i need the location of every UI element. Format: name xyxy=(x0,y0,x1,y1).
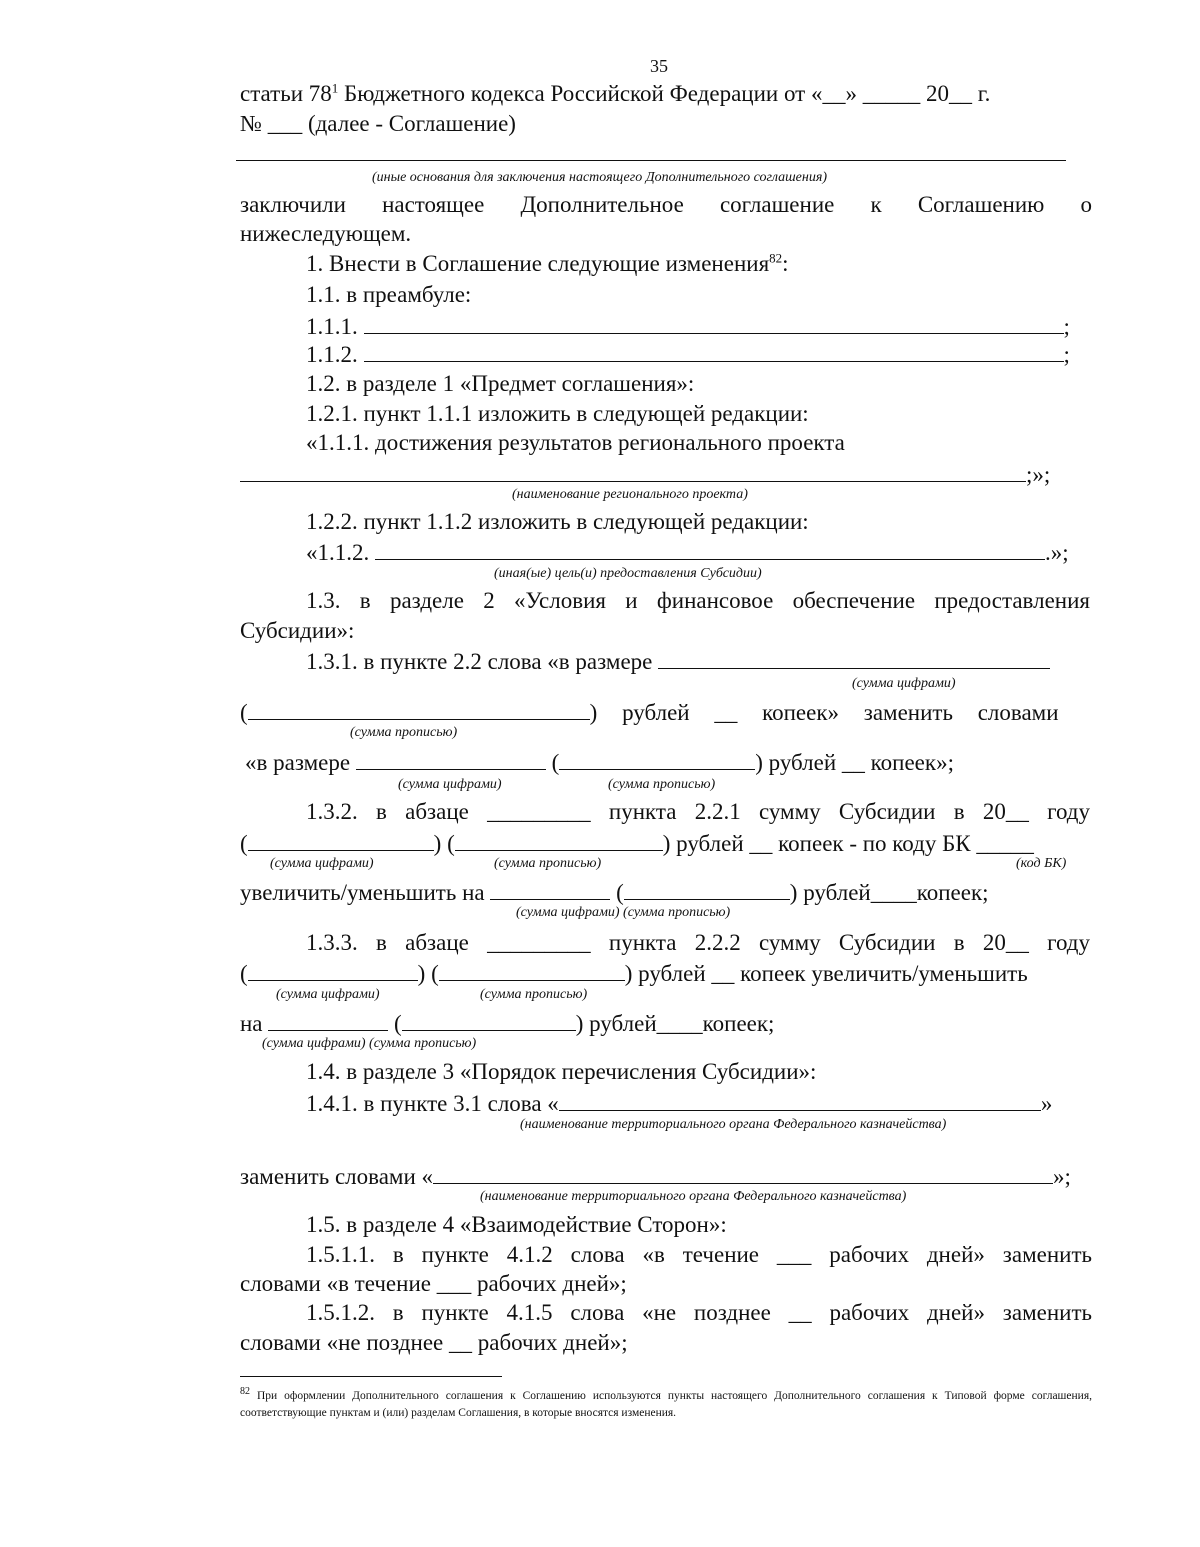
item-1-1-1-quote: «1.1.1. достижения результатов регионального проекта xyxy=(306,430,845,455)
amount-2-end: ) рублей __ копеек - по коду БК _____ xyxy=(662,831,1034,856)
item-1-4-1-text: 1.4.1. в пункте 3.1 слова « xyxy=(306,1091,559,1116)
caption-basis: (иные основания для заключения настоящего Дополнительного соглашения) xyxy=(372,170,827,185)
footnote xyxy=(240,1388,1092,1422)
item-1-5-1-2-cont: словами «не позднее __ рабочих дней»; xyxy=(240,1330,628,1355)
caption-change-2: (сумма цифрами) (сумма прописью) xyxy=(516,905,731,920)
item-1-5-1-2: 1.5.1.2. в пункте 4.1.5 слова «не позднее __ рабочих дней» заменить xyxy=(306,1300,1092,1325)
change-2-end: ) рублей____копеек; xyxy=(789,880,989,905)
item-1-text: 1. Внести в Соглашение следующие изменения xyxy=(306,251,770,276)
item-1-1-2-end: ; xyxy=(1063,342,1070,367)
goal-end: .»; xyxy=(1045,540,1069,565)
item-1 xyxy=(306,250,1086,278)
caption-words-4: (сумма прописью) xyxy=(480,987,588,1002)
amount-2-open: ( xyxy=(240,831,248,856)
caption-change-3: (сумма цифрами) (сумма прописью) xyxy=(262,1036,477,1051)
caption-digits-1: (сумма цифрами) xyxy=(852,676,956,691)
item-1-2: 1.2. в разделе 1 «Предмет соглашения»: xyxy=(306,371,695,396)
item-1-4: 1.4. в разделе 3 «Порядок перечисления Субсидии»: xyxy=(306,1059,817,1084)
new-amount-open: ( xyxy=(551,750,560,775)
change-2-words xyxy=(624,877,790,900)
item-1-3-2-change xyxy=(240,877,1092,907)
amount-2-words xyxy=(455,828,663,851)
caption-digits-3: (сумма цифрами) xyxy=(270,856,374,871)
new-amount-end: ) рублей __ копеек»; xyxy=(755,750,954,775)
caption-words-3: (сумма прописью) xyxy=(494,856,602,871)
subsidy-line: Субсидии»: xyxy=(240,618,355,643)
item-1-5-1-1-cont: словами «в течение ___ рабочих дней»; xyxy=(240,1271,627,1296)
change-2-digits xyxy=(490,877,610,900)
item-1-3-2-amount xyxy=(240,828,1092,858)
change-2-open: ( xyxy=(616,880,624,905)
amount-3-open: ( xyxy=(240,961,248,986)
replace-end: »; xyxy=(1053,1164,1071,1189)
line-article xyxy=(240,80,1092,108)
caption-goal: (иная(ые) цель(и) предоставления Субсидии) xyxy=(494,566,762,581)
item-1-3-2: 1.3.2. в абзаце _________ пункта 2.2.1 сумму Субсидии в 20__ году xyxy=(306,799,1090,824)
item-1-4-1-end: » xyxy=(1040,1091,1053,1116)
caption-digits-2: (сумма цифрами) xyxy=(398,777,502,792)
basis-rule xyxy=(236,160,1066,161)
replace-text: заменить словами « xyxy=(240,1164,434,1189)
amount-3-mid: ) ( xyxy=(417,961,439,986)
footnote-separator xyxy=(240,1376,502,1377)
caption-words-2: (сумма прописью) xyxy=(608,777,716,792)
amount-3-words xyxy=(439,958,625,981)
caption-kbk: (код БК) xyxy=(1016,856,1067,871)
treasury-blank-2 xyxy=(433,1161,1053,1184)
new-amount-text: «в размере xyxy=(245,750,351,775)
change-3-digits xyxy=(268,1008,388,1031)
amount-words-line xyxy=(240,697,1092,727)
item-1-1-1-label: 1.1.1. xyxy=(306,314,358,339)
item-1-5: 1.5. в разделе 4 «Взаимодействие Сторон»: xyxy=(306,1212,727,1237)
amount-2-digits xyxy=(248,828,434,851)
item-1-3-3: 1.3.3. в абзаце _________ пункта 2.2.2 сумму Субсидии в 20__ году xyxy=(306,930,1090,955)
change-3-open: ( xyxy=(394,1011,402,1036)
new-amount-digits xyxy=(356,747,546,770)
item-1-3-3-amount xyxy=(240,958,1092,988)
amount-3-digits xyxy=(248,958,418,981)
project-blank xyxy=(240,459,1026,482)
goal-blank xyxy=(375,537,1045,560)
caption-treasury-2: (наименование территориального органа Федерального казначейства) xyxy=(480,1189,907,1204)
new-amount-line xyxy=(245,747,1097,777)
amount-3-end: ) рублей __ копеек увеличить/уменьшить xyxy=(624,961,1028,986)
item-1-1-2-quote xyxy=(306,537,1086,567)
item-1-1: 1.1. в преамбуле: xyxy=(306,282,472,307)
item-1-5-1-1: 1.5.1.1. в пункте 4.1.2 слова «в течение ___ рабочих дней» заменить xyxy=(306,1242,1092,1267)
caption-words-1: (сумма прописью) xyxy=(350,725,458,740)
amount-digits-blank xyxy=(658,646,1050,669)
line-number: № ___ (далее - Соглашение) xyxy=(240,111,516,136)
line-concluded: заключили настоящее Дополнительное соглашение к Соглашению о xyxy=(240,192,1092,217)
new-amount-words xyxy=(559,747,755,770)
amount-words-text: ) рублей __ копеек» заменить словами xyxy=(589,700,1059,725)
project-end: ;»; xyxy=(1026,462,1051,487)
caption-treasury-1: (наименование территориального органа Федерального казначейства) xyxy=(520,1117,947,1132)
caption-digits-4: (сумма цифрами) xyxy=(276,987,380,1002)
item-1-2-2: 1.2.2. пункт 1.1.2 изложить в следующей редакции: xyxy=(306,509,809,534)
item-1-3-1-text: 1.3.1. в пункте 2.2 слова «в размере xyxy=(306,649,653,674)
footnote-mark: 82 xyxy=(240,1386,250,1398)
replace-line xyxy=(240,1161,1092,1191)
item-1-1-2-quote-label: «1.1.2. xyxy=(306,540,370,565)
amount-2-mid: ) ( xyxy=(433,831,455,856)
item-1-4-1 xyxy=(306,1088,1086,1118)
item-1-colon: : xyxy=(782,251,789,276)
article-superscript: 1 xyxy=(331,80,339,96)
change-3-end: ) рублей____копеек; xyxy=(575,1011,775,1036)
item-1-2-1: 1.2.1. пункт 1.1.1 изложить в следующей редакции: xyxy=(306,401,809,426)
caption-project: (наименование регионального проекта) xyxy=(512,487,748,502)
page-number: 35 xyxy=(650,56,668,76)
line-article-b: Бюджетного кодекса Российской Федерации от «__» _____ 20__ г. xyxy=(338,81,991,106)
item-1-3-1 xyxy=(306,646,1090,676)
line-following: нижеследующем. xyxy=(240,221,412,246)
change-2-text: увеличить/уменьшить на xyxy=(240,880,485,905)
item-1-1-1-end: ; xyxy=(1063,314,1070,339)
footnote-ref: 82 xyxy=(769,250,783,266)
line-article-a: статьи 78 xyxy=(240,81,332,106)
project-line xyxy=(240,459,1092,489)
amount-words-blank xyxy=(248,697,590,720)
change-3-words xyxy=(402,1008,576,1031)
item-1-1-2-label: 1.1.2. xyxy=(306,342,358,367)
item-1-3: 1.3. в разделе 2 «Условия и финансовое обеспечение предоставления xyxy=(306,588,1090,613)
change-3-text: на xyxy=(240,1011,263,1036)
footnote-text: При оформлении Дополнительного соглашения к Соглашению используются пункты настоящего Дополнительного соглашения к Типовой форме соглашения, соответствующие пунктам и (или) разделам Соглашения, в которые вносятся изменения. xyxy=(240,1390,1092,1419)
item-1-1-1-blank xyxy=(364,311,1064,334)
treasury-blank-1 xyxy=(559,1088,1041,1111)
amount-words-open: ( xyxy=(240,700,248,725)
item-1-1-1 xyxy=(306,311,1086,341)
item-1-1-2-blank xyxy=(364,339,1064,362)
item-1-3-3-change xyxy=(240,1008,1092,1038)
item-1-1-2 xyxy=(306,339,1086,369)
